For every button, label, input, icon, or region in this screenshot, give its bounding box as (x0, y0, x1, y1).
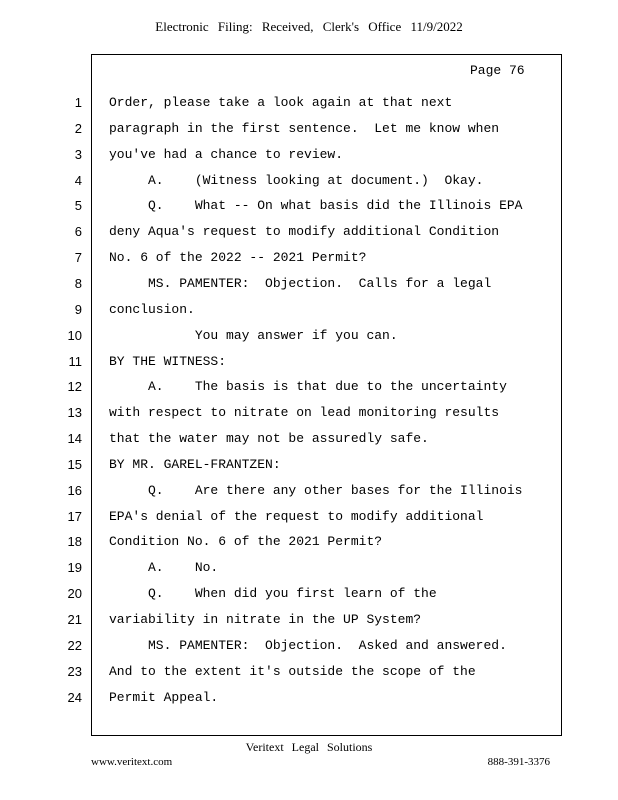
line-number: 16 (67, 482, 82, 498)
line-number: 14 (67, 431, 82, 447)
line-number: 15 (67, 456, 82, 472)
transcript-line (0, 478, 618, 504)
line-text: MS. PAMENTER: Objection. Asked and answered. (109, 637, 507, 653)
line-text: No. 6 of the 2022 -- 2021 Permit? (109, 250, 367, 266)
line-number: 10 (67, 327, 82, 343)
footer-company: Veritext Legal Solutions (245, 740, 373, 754)
line-number: 22 (67, 637, 82, 653)
line-text: conclusion. (109, 301, 195, 317)
line-number: 2 (74, 120, 82, 136)
transcript-line (0, 349, 618, 375)
line-text: Condition No. 6 of the 2021 Permit? (109, 534, 383, 550)
transcript-line (0, 245, 618, 271)
line-number: 23 (67, 663, 82, 679)
line-text: You may answer if you can. (109, 327, 398, 343)
line-text: that the water may not be assuredly safe. (109, 431, 429, 447)
line-text: Q. What -- On what basis did the Illinois EPA (109, 198, 523, 214)
line-number: 20 (67, 586, 82, 602)
filing-stamp-header: Electronic Filing: Received, Clerk's Office 11/9/2022 (155, 19, 463, 34)
line-number: 6 (74, 224, 82, 240)
line-number: 9 (74, 301, 82, 317)
transcript-line (0, 452, 618, 478)
transcript-line (0, 555, 618, 581)
line-text: Q. Are there any other bases for the Illinois (109, 482, 523, 498)
line-number: 18 (67, 534, 82, 550)
transcript-line (0, 323, 618, 349)
transcript-line (0, 659, 618, 685)
line-text: Q. When did you first learn of the (109, 586, 437, 602)
line-text: A. The basis is that due to the uncertainty (109, 379, 507, 395)
transcript-line (0, 219, 618, 245)
line-text: with respect to nitrate on lead monitoring results (109, 405, 500, 421)
transcript-line (0, 529, 618, 555)
line-number: 17 (67, 508, 82, 524)
line-text: A. No. (109, 560, 219, 576)
footer-phone: 888-391-3376 (487, 756, 550, 768)
line-text: EPA's denial of the request to modify additional (109, 508, 484, 524)
line-text: Permit Appeal. (109, 689, 219, 705)
transcript-line (0, 426, 618, 452)
transcript-line (0, 193, 618, 219)
line-text: Order, please take a look again at that next (109, 95, 453, 110)
line-number: 12 (67, 379, 82, 395)
line-number: 8 (74, 275, 82, 291)
transcript-line (0, 374, 618, 400)
line-number: 19 (67, 560, 82, 576)
transcript-line (0, 581, 618, 607)
footer-website: www.veritext.com (91, 756, 173, 768)
transcript-line (0, 90, 618, 116)
line-number: 7 (74, 250, 82, 266)
transcript-line (0, 142, 618, 168)
line-text: MS. PAMENTER: Objection. Calls for a legal (109, 275, 492, 291)
line-text: paragraph in the first sentence. Let me know when (109, 120, 500, 136)
transcript-line (0, 633, 618, 659)
line-text: A. (Witness looking at document.) Okay. (109, 172, 484, 188)
transcript-line (0, 607, 618, 633)
line-number: 4 (74, 172, 82, 188)
transcript-line (0, 116, 618, 142)
line-number: 3 (74, 146, 82, 162)
line-text: And to the extent it's outside the scope of the (109, 663, 476, 679)
line-number: 5 (74, 198, 82, 214)
transcript-line (0, 400, 618, 426)
line-number: 21 (67, 612, 82, 627)
line-number: 24 (67, 689, 82, 705)
transcript-line (0, 504, 618, 530)
line-text: BY THE WITNESS: (109, 353, 227, 369)
line-number: 1 (74, 95, 82, 110)
line-text: variability in nitrate in the UP System? (109, 612, 422, 627)
transcript-line (0, 297, 618, 323)
transcript-line (0, 168, 618, 194)
transcript-line (0, 685, 618, 711)
line-text: you've had a chance to review. (109, 146, 344, 162)
line-text: deny Aqua's request to modify additional Condition (109, 224, 500, 240)
line-number: 13 (67, 405, 82, 421)
transcript-line (0, 271, 618, 297)
line-number: 11 (68, 353, 82, 369)
line-text: BY MR. GAREL-FRANTZEN: (109, 456, 281, 472)
page-number: Page 76 (470, 63, 525, 78)
